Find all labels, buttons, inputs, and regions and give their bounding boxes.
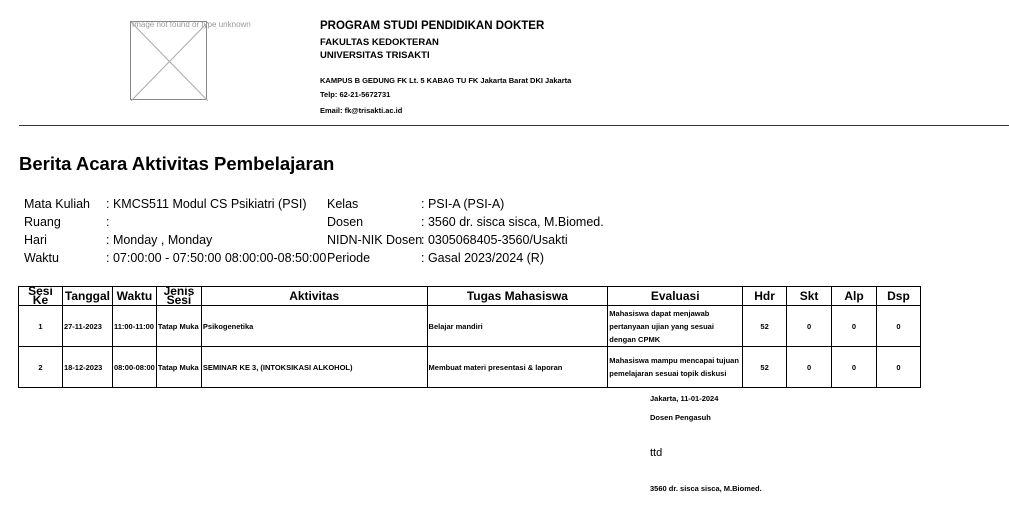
periode-value: : Gasal 2023/2024 (R) [421,251,544,265]
nidn-value: : 0305068405-3560/Usakti [421,233,568,247]
kelas-label: Kelas [327,197,359,211]
hari-label: Hari [24,233,47,247]
header-email: Email: fk@trisakti.ac.id [320,106,403,115]
mata-kuliah-value: : KMCS511 Modul CS Psikiatri (PSI) [106,197,307,211]
table-row [19,306,921,347]
nidn-label: NIDN-NIK Dosen [327,233,423,247]
cell-sesi: 1 [19,306,63,347]
header-divider [19,125,1009,126]
cell-tugas: Membuat materi presentasi & laporan [427,347,608,388]
signature-name: 3560 dr. sisca sisca, M.Biomed. [650,484,762,493]
col-tanggal: Tanggal [62,287,112,306]
col-hdr: Hdr [743,287,787,306]
cell-tanggal: 27-11-2023 [62,306,112,347]
page-title: Berita Acara Aktivitas Pembelajaran [19,153,335,174]
cell-skt: 0 [787,347,832,388]
cell-hdr: 52 [743,347,787,388]
logo-alt-text: Image not found or type unknown [132,20,251,29]
cell-waktu: 08:00-08:00 [112,347,156,388]
dosen-value: : 3560 dr. sisca sisca, M.Biomed. [421,215,604,229]
waktu-label: Waktu [24,251,59,265]
signature-ttd: ttd [650,447,663,459]
cell-jenis: Tatap Muka [156,306,201,347]
cell-dsp: 0 [876,347,920,388]
cell-tanggal: 18-12-2023 [62,347,112,388]
cell-aktivitas: SEMINAR KE 3, (INTOKSIKASI ALKOHOL) [201,347,427,388]
cell-evaluasi: Mahasiswa dapat menjawab pertanyaan ujian yang sesuai dengan CPMK [608,306,743,347]
broken-image-icon [131,22,208,101]
periode-label: Periode [327,251,371,265]
col-waktu: Waktu [112,287,156,306]
cell-skt: 0 [787,306,832,347]
cell-dsp: 0 [876,306,920,347]
mata-kuliah-label: Mata Kuliah [24,197,91,211]
header-address: KAMPUS B GEDUNG FK Lt. 5 KABAG TU FK Jakarta Barat DKI Jakarta [320,76,572,85]
col-skt: Skt [787,287,832,306]
cell-jenis: Tatap Muka [156,347,201,388]
cell-alp: 0 [832,347,877,388]
table-row [19,347,921,388]
col-sesi-ke: Sesi Ke [19,287,63,306]
header-program: PROGRAM STUDI PENDIDIKAN DOKTER [320,20,545,32]
col-tugas: Tugas Mahasiswa [427,287,608,306]
signature-role: Dosen Pengasuh [650,413,711,422]
signature-place-date: Jakarta, 11-01-2024 [650,394,719,403]
header-phone: Telp: 62-21-5672731 [320,90,391,99]
kelas-value: : PSI-A (PSI-A) [421,197,505,211]
cell-sesi: 2 [19,347,63,388]
header-faculty: FAKULTAS KEDOKTERAN [320,37,439,48]
table-header-row [19,287,921,306]
activity-table [18,286,921,388]
ruang-label: Ruang [24,215,61,229]
col-jenis-sesi: Jenis Sesi [156,287,201,306]
cell-aktivitas: Psikogenetika [201,306,427,347]
col-dsp: Dsp [876,287,920,306]
col-evaluasi: Evaluasi [608,287,743,306]
logo-placeholder [130,21,207,100]
ruang-value: : [106,215,110,229]
dosen-label: Dosen [327,215,364,229]
header-university: UNIVERSITAS TRISAKTI [320,50,430,61]
col-aktivitas: Aktivitas [201,287,427,306]
col-alp: Alp [832,287,877,306]
hari-value: : Monday , Monday [106,233,213,247]
cell-waktu: 11:00-11:00 [112,306,156,347]
cell-evaluasi: Mahasiswa mampu mencapai tujuan pemelajaran sesuai topik diskusi [608,347,743,388]
waktu-value: : 07:00:00 - 07:50:00 08:00:00-08:50:00 [106,251,327,265]
cell-alp: 0 [832,306,877,347]
cell-tugas: Belajar mandiri [427,306,608,347]
cell-hdr: 52 [743,306,787,347]
